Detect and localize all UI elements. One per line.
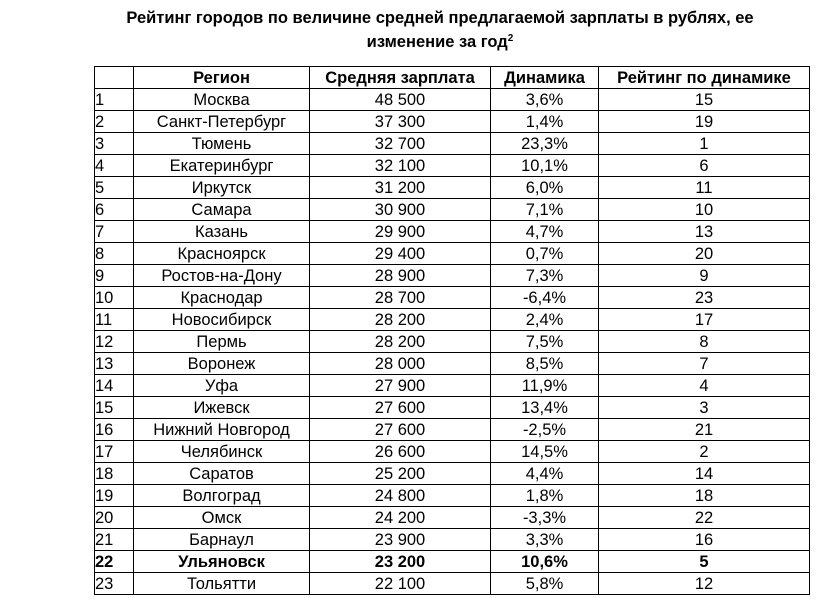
cell-rank: 9	[599, 265, 810, 287]
cell-rank: 19	[599, 111, 810, 133]
cell-dynamics: 6,0%	[491, 177, 599, 199]
title-line-2-text: изменение за год	[366, 33, 508, 51]
cell-dynamics: 4,7%	[491, 221, 599, 243]
cell-dynamics: -3,3%	[491, 507, 599, 529]
table-row	[95, 441, 810, 463]
cell-dynamics: 14,5%	[491, 441, 599, 463]
salary-rating-table	[94, 66, 810, 595]
title-footnote: 2	[507, 33, 514, 44]
cell-salary: 30 900	[310, 199, 491, 221]
cell-number: 23	[95, 573, 134, 595]
cell-region: Ростов-на-Дону	[134, 265, 310, 287]
table-row	[95, 221, 810, 243]
table-row	[95, 309, 810, 331]
cell-region: Красноярск	[134, 243, 310, 265]
table-row	[95, 463, 810, 485]
cell-dynamics: 10,1%	[491, 155, 599, 177]
header-dynamics: Динамика	[491, 67, 599, 89]
table-row	[95, 243, 810, 265]
header-rank: Рейтинг по динамике	[599, 67, 810, 89]
cell-salary: 28 700	[310, 287, 491, 309]
cell-rank: 3	[599, 397, 810, 419]
table-row	[95, 419, 810, 441]
cell-number: 12	[95, 331, 134, 353]
table-row	[95, 111, 810, 133]
table-row	[95, 397, 810, 419]
cell-number: 5	[95, 177, 134, 199]
cell-salary: 29 900	[310, 221, 491, 243]
cell-dynamics: 7,1%	[491, 199, 599, 221]
table-row	[95, 177, 810, 199]
cell-dynamics: 0,7%	[491, 243, 599, 265]
cell-dynamics: 2,4%	[491, 309, 599, 331]
table-row	[95, 375, 810, 397]
cell-salary: 28 200	[310, 309, 491, 331]
cell-salary: 31 200	[310, 177, 491, 199]
cell-rank: 1	[599, 133, 810, 155]
cell-number: 4	[95, 155, 134, 177]
cell-region: Москва	[134, 89, 310, 111]
cell-rank: 20	[599, 243, 810, 265]
cell-number: 1	[95, 89, 134, 111]
cell-region: Пермь	[134, 331, 310, 353]
table-row	[95, 551, 810, 573]
cell-salary: 29 400	[310, 243, 491, 265]
cell-region: Санкт-Петербург	[134, 111, 310, 133]
cell-salary: 22 100	[310, 573, 491, 595]
cell-dynamics: 7,5%	[491, 331, 599, 353]
cell-number: 18	[95, 463, 134, 485]
cell-salary: 23 200	[310, 551, 491, 573]
cell-dynamics: -6,4%	[491, 287, 599, 309]
table-row	[95, 265, 810, 287]
table-header-row	[95, 67, 810, 89]
table-row	[95, 199, 810, 221]
cell-number: 19	[95, 485, 134, 507]
cell-region: Ульяновск	[134, 551, 310, 573]
cell-number: 11	[95, 309, 134, 331]
cell-number: 9	[95, 265, 134, 287]
cell-region: Новосибирск	[134, 309, 310, 331]
cell-region: Ижевск	[134, 397, 310, 419]
cell-salary: 24 200	[310, 507, 491, 529]
cell-salary: 26 600	[310, 441, 491, 463]
cell-rank: 2	[599, 441, 810, 463]
cell-rank: 15	[599, 89, 810, 111]
cell-number: 6	[95, 199, 134, 221]
cell-region: Саратов	[134, 463, 310, 485]
cell-salary: 27 600	[310, 419, 491, 441]
cell-region: Краснодар	[134, 287, 310, 309]
cell-rank: 21	[599, 419, 810, 441]
cell-salary: 23 900	[310, 529, 491, 551]
cell-salary: 28 000	[310, 353, 491, 375]
cell-region: Нижний Новгород	[134, 419, 310, 441]
cell-salary: 37 300	[310, 111, 491, 133]
cell-number: 2	[95, 111, 134, 133]
header-region: Регион	[134, 67, 310, 89]
cell-rank: 16	[599, 529, 810, 551]
cell-salary: 25 200	[310, 463, 491, 485]
cell-salary: 27 600	[310, 397, 491, 419]
cell-region: Иркутск	[134, 177, 310, 199]
cell-number: 22	[95, 551, 134, 573]
cell-salary: 32 100	[310, 155, 491, 177]
cell-region: Воронеж	[134, 353, 310, 375]
cell-dynamics: -2,5%	[491, 419, 599, 441]
header-number	[95, 67, 134, 89]
cell-rank: 23	[599, 287, 810, 309]
header-salary: Средняя зарплата	[310, 67, 491, 89]
cell-number: 7	[95, 221, 134, 243]
cell-dynamics: 11,9%	[491, 375, 599, 397]
cell-dynamics: 5,8%	[491, 573, 599, 595]
cell-number: 17	[95, 441, 134, 463]
cell-salary: 48 500	[310, 89, 491, 111]
cell-number: 13	[95, 353, 134, 375]
cell-salary: 24 800	[310, 485, 491, 507]
cell-number: 20	[95, 507, 134, 529]
cell-region: Волгоград	[134, 485, 310, 507]
cell-rank: 17	[599, 309, 810, 331]
cell-number: 21	[95, 529, 134, 551]
cell-dynamics: 10,6%	[491, 551, 599, 573]
table-row	[95, 89, 810, 111]
table-row	[95, 133, 810, 155]
cell-number: 3	[95, 133, 134, 155]
cell-number: 14	[95, 375, 134, 397]
cell-number: 10	[95, 287, 134, 309]
cell-number: 16	[95, 419, 134, 441]
cell-region: Уфа	[134, 375, 310, 397]
cell-rank: 11	[599, 177, 810, 199]
cell-region: Челябинск	[134, 441, 310, 463]
cell-rank: 7	[599, 353, 810, 375]
table-row	[95, 485, 810, 507]
cell-region: Тюмень	[134, 133, 310, 155]
cell-rank: 5	[599, 551, 810, 573]
cell-dynamics: 7,3%	[491, 265, 599, 287]
cell-number: 15	[95, 397, 134, 419]
table-body	[95, 89, 810, 595]
cell-region: Тольятти	[134, 573, 310, 595]
cell-dynamics: 1,8%	[491, 485, 599, 507]
cell-dynamics: 23,3%	[491, 133, 599, 155]
cell-rank: 4	[599, 375, 810, 397]
cell-region: Барнаул	[134, 529, 310, 551]
table-row	[95, 507, 810, 529]
table-row	[95, 155, 810, 177]
cell-dynamics: 8,5%	[491, 353, 599, 375]
cell-rank: 6	[599, 155, 810, 177]
cell-salary: 28 200	[310, 331, 491, 353]
cell-region: Казань	[134, 221, 310, 243]
table-row	[95, 573, 810, 595]
cell-rank: 8	[599, 331, 810, 353]
table-row	[95, 353, 810, 375]
cell-salary: 28 900	[310, 265, 491, 287]
cell-salary: 32 700	[310, 133, 491, 155]
cell-region: Самара	[134, 199, 310, 221]
cell-rank: 10	[599, 199, 810, 221]
cell-salary: 27 900	[310, 375, 491, 397]
cell-dynamics: 3,3%	[491, 529, 599, 551]
cell-dynamics: 4,4%	[491, 463, 599, 485]
cell-dynamics: 13,4%	[491, 397, 599, 419]
cell-rank: 18	[599, 485, 810, 507]
cell-dynamics: 1,4%	[491, 111, 599, 133]
cell-dynamics: 3,6%	[491, 89, 599, 111]
cell-rank: 13	[599, 221, 810, 243]
cell-region: Омск	[134, 507, 310, 529]
cell-rank: 14	[599, 463, 810, 485]
cell-number: 8	[95, 243, 134, 265]
table-row	[95, 529, 810, 551]
page-title	[60, 6, 820, 54]
table-row	[95, 331, 810, 353]
cell-rank: 22	[599, 507, 810, 529]
title-line-1: Рейтинг городов по величине средней предлагаемой зарплаты в рублях, ее	[126, 9, 754, 27]
cell-rank: 12	[599, 573, 810, 595]
cell-region: Екатеринбург	[134, 155, 310, 177]
title-line-2	[60, 30, 820, 54]
table-row	[95, 287, 810, 309]
